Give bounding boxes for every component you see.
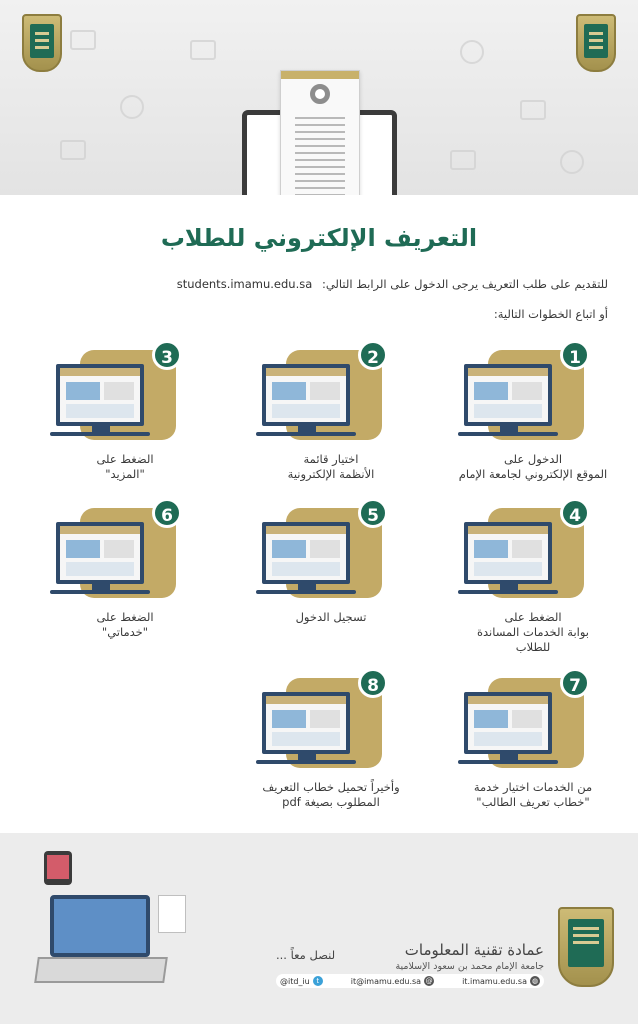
monitor-illustration (56, 364, 144, 426)
step-number-badge: 2 (358, 340, 388, 370)
imamu-logo (22, 14, 62, 72)
monitor-illustration (464, 364, 552, 426)
background-pattern-icon (560, 150, 584, 174)
step-caption: الضغط على "المزيد" (96, 452, 154, 481)
email-icon: @ (425, 977, 433, 985)
email-contact[interactable]: it@imamu.edu.sa @ (350, 976, 433, 986)
background-pattern-icon (120, 95, 144, 119)
background-pattern-icon (450, 150, 476, 170)
monitor-illustration (262, 692, 350, 754)
laptop-hands-illustration (36, 895, 166, 995)
step-caption: تسجيل الدخول (295, 610, 367, 624)
step-number-badge: 8 (358, 668, 388, 698)
step-number-badge: 6 (152, 498, 182, 528)
header-banner (0, 0, 638, 195)
intro-text (18, 277, 608, 291)
contact-bar (276, 974, 544, 988)
deanship-name: عمادة تقنية المعلومات (404, 941, 544, 959)
background-pattern-icon (60, 140, 86, 160)
twitter-icon: t (313, 976, 323, 986)
slogan: لنصل معاً ... (276, 948, 336, 962)
twitter-contact[interactable]: @itd_iu t (280, 976, 323, 986)
step-caption: الضغط على "خدماتي" (96, 610, 154, 639)
step-number-badge: 5 (358, 498, 388, 528)
step-caption: وأخيراً تحميل خطاب التعريف المطلوب بصيغة pdf (262, 780, 400, 809)
step-8 (256, 668, 426, 828)
step-number-badge: 3 (152, 340, 182, 370)
background-pattern-icon (70, 30, 96, 50)
imamu-emblem-logo (576, 14, 616, 72)
intro-instruction: للتقديم على طلب التعريف يرجى الدخول على الرابط التالي: (321, 277, 608, 291)
step-1 (458, 340, 628, 500)
website-contact[interactable]: it.imamu.edu.sa ◍ (462, 976, 539, 986)
step-number-badge: 4 (560, 498, 590, 528)
step-2 (256, 340, 426, 500)
background-pattern-icon (190, 40, 216, 60)
step-4 (458, 498, 628, 658)
page-title: التعريف الإلكتروني للطلاب (160, 224, 478, 252)
step-caption: الدخول على الموقع الإلكتروني لجامعة الإمام (458, 452, 608, 481)
step-7 (458, 668, 628, 828)
monitor-illustration (464, 692, 552, 754)
monitor-illustration (262, 522, 350, 584)
globe-icon: ◍ (531, 977, 539, 985)
step-5 (256, 498, 426, 658)
tablet-illustration (44, 851, 72, 885)
background-pattern-icon (520, 100, 546, 120)
students-portal-link[interactable]: students.imamu.edu.sa (176, 277, 313, 291)
monitor-illustration (56, 522, 144, 584)
step-caption: من الخدمات اختيار خدمة "خطاب تعريف الطالب" (473, 780, 593, 809)
step-number-badge: 1 (560, 340, 590, 370)
step-caption: الضغط على بوابة الخدمات المساندة للطلاب (476, 610, 590, 654)
follow-steps-text: أو اتباع الخطوات التالية: (493, 307, 608, 321)
footer (0, 833, 638, 1024)
document-gear-icon (280, 70, 360, 195)
paper-illustration (158, 895, 186, 933)
monitor-illustration (262, 364, 350, 426)
deanship-logo (558, 907, 614, 987)
university-name: جامعة الإمام محمد بن سعود الإسلامية (395, 961, 544, 972)
step-6 (50, 498, 220, 658)
step-caption: اختيار قائمة الأنظمة الإلكترونية (287, 452, 375, 481)
step-3 (50, 340, 220, 500)
step-number-badge: 7 (560, 668, 590, 698)
background-pattern-icon (460, 40, 484, 64)
monitor-illustration (464, 522, 552, 584)
